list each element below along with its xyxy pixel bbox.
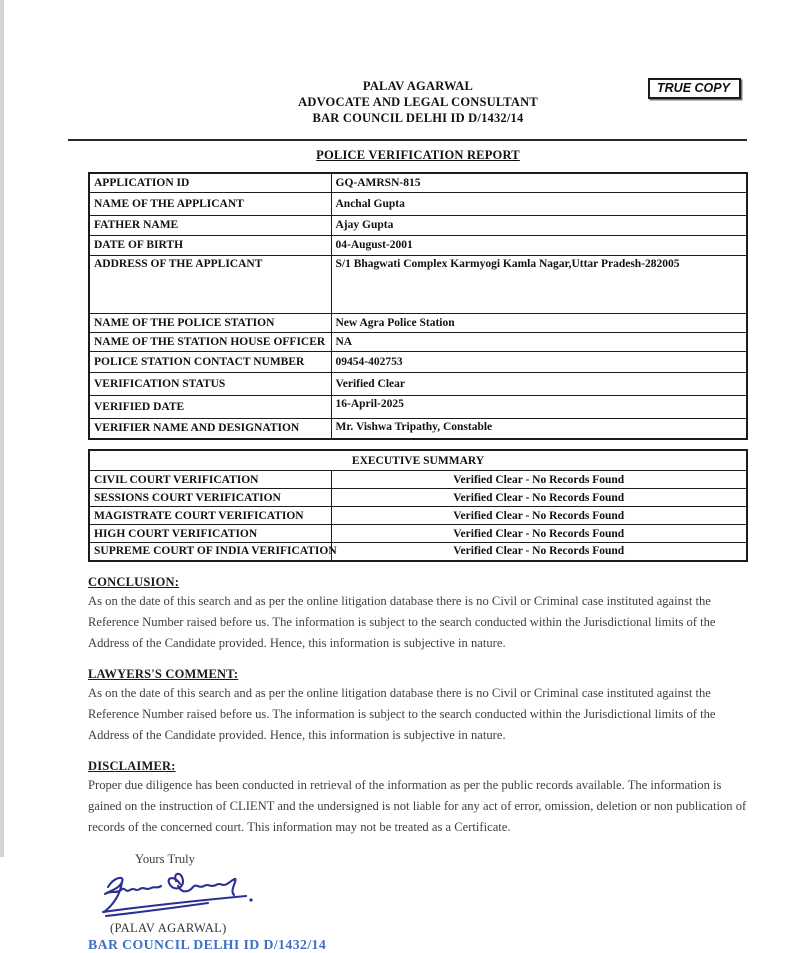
- row-label: ADDRESS OF THE APPLICANT: [89, 255, 331, 313]
- row-value: Verified Clear - No Records Found: [331, 543, 747, 561]
- section-heading: DISCLAIMER:: [88, 758, 176, 773]
- row-label: POLICE STATION CONTACT NUMBER: [89, 351, 331, 372]
- table-row: [89, 313, 747, 332]
- executive-summary-title: EXECUTIVE SUMMARY: [89, 450, 747, 471]
- row-value: Verified Clear - No Records Found: [331, 489, 747, 507]
- row-label: APPLICATION ID: [89, 173, 331, 192]
- row-label: SUPREME COURT OF INDIA VERIFICATION: [89, 543, 331, 561]
- row-value: GQ-AMRSN-815: [331, 173, 747, 192]
- signature-image: [94, 871, 274, 921]
- row-value: NA: [331, 332, 747, 351]
- table-row: [89, 173, 747, 192]
- row-label: SESSIONS COURT VERIFICATION: [89, 489, 331, 507]
- row-label: VERIFIED DATE: [89, 395, 331, 418]
- row-value: Verified Clear: [331, 372, 747, 395]
- section-body: As on the date of this search and as per the online litigation database there is no Civil or Criminal case instituted against the Reference Number raised before us. The information is subject to the search conducted within the Jurisdictional limits of the Address of the Candidate provided. Hence, this information is subjective in nature.: [88, 685, 716, 742]
- section-body: As on the date of this search and as per the online litigation database there is no Civil or Criminal case instituted against the Reference Number raised before us. The information is subject to the search conducted within the Jurisdictional limits of the Address of the Candidate provided. Hence, this information is subjective in nature.: [88, 593, 716, 650]
- header-rule-divider: [68, 139, 747, 141]
- table-row: [89, 525, 747, 543]
- section-body: Proper due diligence has been conducted in retrieval of the information as per the public records available. The information is gained on the instruction of CLIENT and the undersigned is not liable for any act of error, omission, deletion or non publication of records of the concerned court. This information may not be treated as a Certificate.: [88, 777, 747, 834]
- table-row: [89, 395, 747, 418]
- row-label: MAGISTRATE COURT VERIFICATION: [89, 507, 331, 525]
- letterhead-name: PALAV AGARWAL: [362, 79, 474, 93]
- signatory-bar-council-id: BAR COUNCIL DELHI ID D/1432/14: [88, 936, 327, 952]
- table-row: [89, 192, 747, 215]
- signatory-name: (PALAV AGARWAL): [110, 920, 227, 935]
- applicant-details-table: [88, 172, 748, 440]
- salutation: Yours Truly: [135, 851, 195, 866]
- table-row: [89, 471, 747, 489]
- table-row: [89, 215, 747, 235]
- row-value: Verified Clear - No Records Found: [331, 525, 747, 543]
- table-row: [89, 351, 747, 372]
- table-header-row: [89, 450, 747, 471]
- row-value: 09454-402753: [331, 351, 747, 372]
- letterhead: [88, 0, 748, 126]
- section-heading: LAWYERS'S COMMENT:: [88, 666, 239, 681]
- row-value: 16-April-2025: [331, 395, 747, 418]
- table-row: [89, 543, 747, 561]
- row-value: Ajay Gupta: [331, 215, 747, 235]
- table-row: [89, 332, 747, 351]
- section-heading: CONCLUSION:: [88, 574, 180, 589]
- page-title: [88, 148, 748, 163]
- row-label: NAME OF THE STATION HOUSE OFFICER: [89, 332, 331, 351]
- executive-summary-table: [88, 449, 748, 562]
- table-row: [89, 255, 747, 313]
- section-lawyers-comment: [88, 667, 748, 746]
- row-label: FATHER NAME: [89, 215, 331, 235]
- row-label: VERIFICATION STATUS: [89, 372, 331, 395]
- row-value: Verified Clear - No Records Found: [331, 471, 747, 489]
- table-row: [89, 418, 747, 439]
- row-value: 04-August-2001: [331, 235, 747, 255]
- row-value: New Agra Police Station: [331, 313, 747, 332]
- letterhead-subtitle: ADVOCATE AND LEGAL CONSULTANT: [298, 95, 538, 109]
- row-label: NAME OF THE POLICE STATION: [89, 313, 331, 332]
- letterhead-bar-id: BAR COUNCIL DELHI ID D/1432/14: [312, 111, 524, 125]
- row-label: DATE OF BIRTH: [89, 235, 331, 255]
- closing-block: [88, 852, 748, 953]
- signature-svg: [94, 871, 274, 921]
- page-title-text: POLICE VERIFICATION REPORT: [316, 148, 520, 162]
- row-value: Verified Clear - No Records Found: [331, 507, 747, 525]
- section-conclusion: [88, 575, 748, 654]
- table-row: [89, 235, 747, 255]
- row-label: NAME OF THE APPLICANT: [89, 192, 331, 215]
- row-label: CIVIL COURT VERIFICATION: [89, 471, 331, 489]
- row-value: Anchal Gupta: [331, 192, 747, 215]
- row-value: S/1 Bhagwati Complex Karmyogi Kamla Nagar,Uttar Pradesh-282005: [331, 255, 747, 313]
- page-edge-divider: [0, 0, 4, 857]
- table-row: [89, 489, 747, 507]
- table-row: [89, 372, 747, 395]
- true-copy-stamp-label: TRUE COPY: [657, 81, 730, 95]
- row-value: Mr. Vishwa Tripathy, Constable: [331, 418, 747, 439]
- row-label: VERIFIER NAME AND DESIGNATION: [89, 418, 331, 439]
- row-label: HIGH COURT VERIFICATION: [89, 525, 331, 543]
- section-disclaimer: [88, 759, 748, 838]
- document-content: [88, 0, 748, 953]
- table-row: [89, 507, 747, 525]
